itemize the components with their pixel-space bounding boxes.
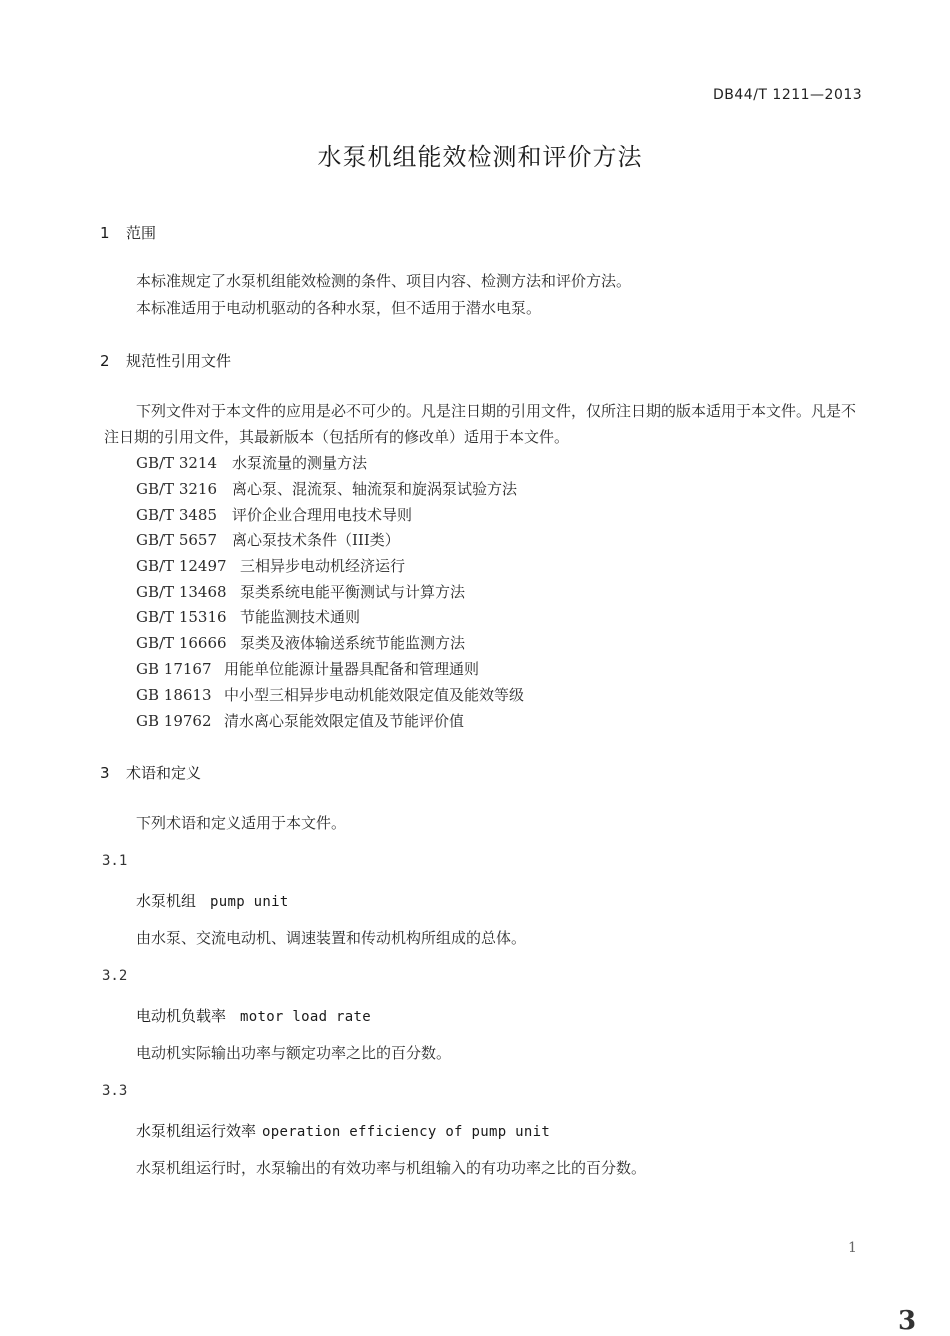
reference-code: GB/T 5657: [136, 531, 218, 549]
reference-code: GB/T 3485: [136, 506, 218, 524]
reference-item: [136, 684, 524, 705]
reference-code: GB/T 15316: [136, 608, 227, 626]
reference-title: 节能监测技术通则: [240, 608, 361, 626]
document-title: 水泵机组能效检测和评价方法: [317, 143, 643, 171]
term-heading: [136, 890, 289, 911]
term-definition: 水泵机组运行时，水泵输出的有效功率与机组输入的有功功率之比的百分数。: [136, 1159, 647, 1177]
term-number: 3.3: [102, 1083, 128, 1099]
reference-item: [136, 529, 400, 550]
reference-title: 用能单位能源计量器具配备和管理通则: [224, 660, 480, 678]
section-2-heading: [100, 350, 231, 371]
term-heading: [136, 1120, 550, 1141]
term-name-zh: 水泵机组: [136, 892, 197, 910]
term-heading: [136, 1005, 371, 1026]
reference-item: [136, 658, 479, 679]
reference-code: GB/T 16666: [136, 634, 227, 652]
reference-item: [136, 606, 360, 627]
reference-code: GB/T 3216: [136, 480, 218, 498]
section-3-number: 3: [100, 764, 110, 782]
section-1-title: 范围: [126, 224, 157, 242]
reference-item: [136, 632, 465, 653]
section-3-intro: 下列术语和定义适用于本文件。: [136, 814, 347, 832]
reference-title: 水泵流量的测量方法: [232, 454, 368, 472]
reference-code: GB/T 13468: [136, 583, 227, 601]
reference-title: 泵类及液体输送系统节能监测方法: [240, 634, 466, 652]
reference-code: GB 19762: [136, 712, 212, 730]
section-2-title: 规范性引用文件: [126, 352, 232, 370]
term-definition: 由水泵、交流电动机、调速装置和传动机构所组成的总体。: [136, 929, 527, 947]
term-name-en: operation efficiency of pump unit: [262, 1124, 551, 1140]
term-name-en: pump unit: [210, 894, 289, 910]
section-3-title: 术语和定义: [126, 764, 202, 782]
corner-page-number: 3: [898, 1306, 917, 1336]
reference-title: 清水离心泵能效限定值及节能评价值: [224, 712, 465, 730]
term-name-zh: 电动机负载率: [136, 1007, 227, 1025]
term-definition: 电动机实际输出功率与额定功率之比的百分数。: [136, 1044, 452, 1062]
standard-code: DB44/T 1211—2013: [713, 87, 863, 103]
reference-item: [136, 504, 412, 525]
term-name-en: motor load rate: [240, 1009, 371, 1025]
reference-title: 离心泵、混流泵、轴流泵和旋涡泵试验方法: [232, 480, 518, 498]
page-number: 1: [848, 1240, 857, 1256]
reference-item: [136, 581, 465, 602]
reference-item: [136, 555, 405, 576]
reference-title: 评价企业合理用电技术导则: [232, 506, 413, 524]
reference-code: GB/T 3214: [136, 454, 218, 472]
reference-item: [136, 710, 464, 731]
reference-code: GB 18613: [136, 686, 212, 704]
reference-title: 中小型三相异步电动机能效限定值及能效等级: [224, 686, 525, 704]
section-2-number: 2: [100, 352, 110, 370]
reference-item: [136, 452, 367, 473]
term-name-zh: 水泵机组运行效率: [136, 1122, 257, 1140]
reference-code: GB/T 12497: [136, 557, 227, 575]
section-1-paragraph-2: 本标准适用于电动机驱动的各种水泵，但不适用于潜水电泵。: [136, 299, 542, 317]
reference-title: 离心泵技术条件（III类）: [232, 531, 400, 549]
reference-title: 泵类系统电能平衡测试与计算方法: [240, 583, 466, 601]
reference-code: GB 17167: [136, 660, 212, 678]
section-1-paragraph-1: 本标准规定了水泵机组能效检测的条件、项目内容、检测方法和评价方法。: [136, 272, 632, 290]
section-2-intro: 下列文件对于本文件的应用是必不可少的。凡是注日期的引用文件，仅所注日期的版本适用于本文件。凡是不注日期的引用文件，其最新版本（包括所有的修改单）适用于本文件。: [104, 402, 857, 446]
term-number: 3.1: [102, 853, 128, 869]
term-number: 3.2: [102, 968, 128, 984]
reference-title: 三相异步电动机经济运行: [240, 557, 406, 575]
section-1-heading: [100, 222, 156, 243]
section-1-number: 1: [100, 224, 110, 242]
reference-item: [136, 478, 517, 499]
section-3-heading: [100, 762, 201, 783]
